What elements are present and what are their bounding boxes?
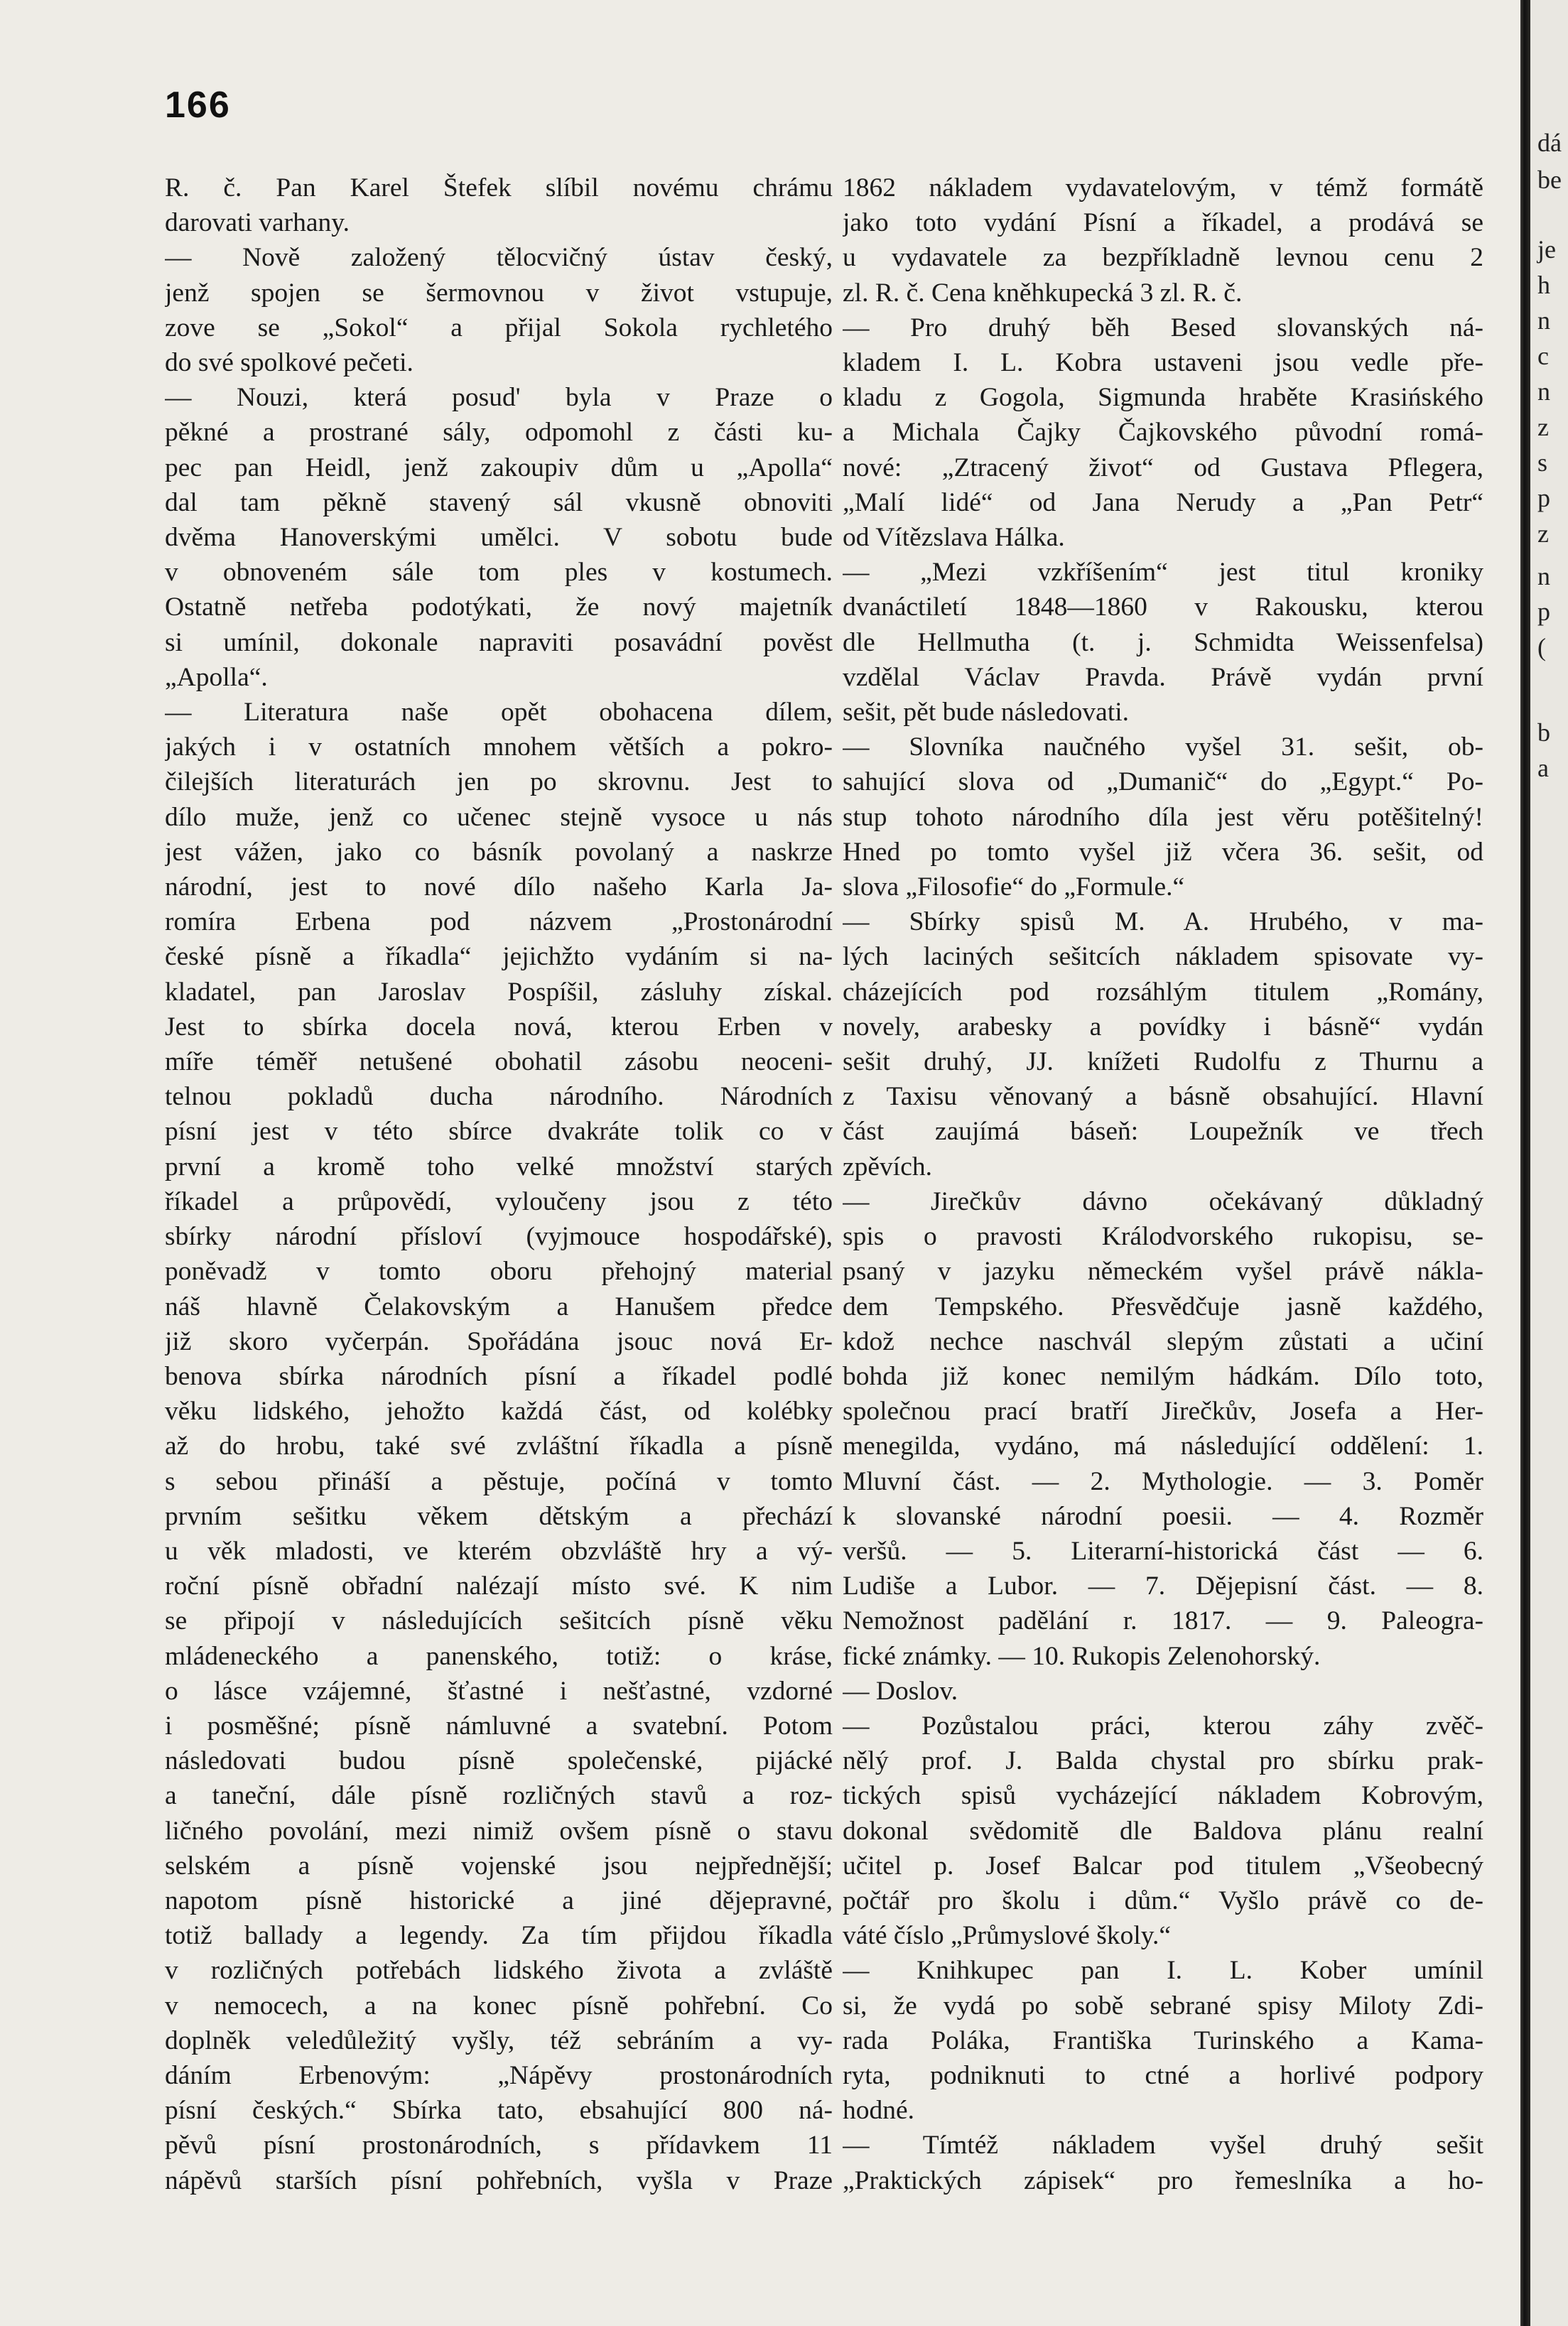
text-line: si, že vydá po sobě sebrané spisy Miloty Zdi- (843, 1991, 1483, 2021)
text-line: míře téměř netušené obohatil zásobu neoceni- (165, 1047, 833, 1077)
text-line: kladu z Gogola, Sigmunda hraběte Krasińského (843, 383, 1483, 413)
text-line: do své spolkové pečeti. (165, 348, 413, 378)
text-line: zl. R. č. Cena kněhkupecká 3 zl. R. č. (843, 278, 1243, 308)
text-line: doplněk veledůležitý vyšly, též sebráním a vy- (165, 2025, 833, 2055)
right-column (843, 171, 1483, 2198)
text-line: váté číslo „Průmyslové školy.“ (843, 1921, 1172, 1951)
text-line: telnou pokladů ducha národního. Národních (165, 1082, 833, 1112)
text-line: napotom písně historické a jiné dějepravné, (165, 1886, 833, 1915)
text-line: si umínil, dokonale napraviti posavádní pověst (165, 627, 833, 657)
text-line: jakých i v ostatních mnohem větších a pokro- (165, 732, 833, 762)
text-line: — Knihkupec pan I. L. Kober umínil (843, 1956, 1483, 1986)
text-line: stup tohoto národního díla jest věru potěšitelný! (843, 802, 1483, 832)
text-line: — Pro druhý běh Besed slovanských ná- (843, 313, 1483, 342)
text-line: — Literatura naše opět obohacena dílem, (165, 698, 833, 727)
text-line: dem Tempského. Přesvědčuje jasně každého, (843, 1292, 1483, 1321)
text-line: — Tímtéž nákladem vyšel druhý sešit (843, 2131, 1483, 2160)
text-line: „Praktických zápisek“ pro řemeslníka a ho- (843, 2165, 1483, 2195)
text-line: u vydavatele za bezpříkladně levnou cenu 2 (843, 243, 1483, 273)
text-line: národní, jest to nové dílo našeho Karla Ja- (165, 872, 833, 902)
text-line: poněvadž v tomto oboru přehojný material (165, 1257, 833, 1287)
text-line: v obnoveném sále tom ples v kostumech. (165, 558, 833, 588)
text-line: pec pan Heidl, jenž zakoupiv dům u „Apolla“ (165, 453, 833, 482)
text-line: písní jest v této sbírce dvakráte tolik co v (165, 1117, 833, 1147)
margin-fragment: z (1537, 519, 1549, 548)
text-line: rada Poláka, Františka Turinského a Kama- (843, 2025, 1483, 2055)
text-line: jest vážen, jako co básník povolaný a naskrze (165, 837, 833, 867)
text-line: v nemocech, a na konec písně pohřební. Co (165, 1991, 833, 2021)
text-line: — Nově založený tělocvičný ústav český, (165, 243, 833, 273)
text-line: pěvů písní prostonárodních, s přídavkem 11 (165, 2131, 833, 2160)
text-line: u věk mladosti, ve kterém obzvláště hry a vý- (165, 1536, 833, 1566)
text-line: čilejších literaturách jen po skrovnu. Jest to (165, 767, 833, 797)
text-line: Hned po tomto vyšel již včera 36. sešit, od (843, 837, 1483, 867)
text-line: R. č. Pan Karel Štefek slíbil novému chrámu (165, 173, 833, 202)
text-line: učitel p. Josef Balcar pod titulem „Všeobecný (843, 1851, 1483, 1881)
text-line: — „Mezi vzkříšením“ jest titul kroniky (843, 558, 1483, 588)
text-line: — Slovníka naučného vyšel 31. sešit, ob- (843, 732, 1483, 762)
text-line: bohda již konec nemilým hádkám. Dílo toto, (843, 1361, 1483, 1391)
margin-fragment: be (1537, 166, 1562, 194)
text-line: první a kromě toho velké množství starých (165, 1152, 833, 1181)
adjacent-page-edge (1530, 0, 1568, 2326)
text-line: vzdělal Václav Pravda. Právě vydán první (843, 662, 1483, 692)
text-line: od Vítězslava Hálka. (843, 523, 1065, 553)
text-line: jenž spojen se šermovnou v život vstupuje, (165, 278, 833, 308)
margin-fragment: p (1537, 597, 1550, 626)
text-line: slova „Filosofie“ do „Formule.“ (843, 872, 1185, 902)
text-line: nové: „Ztracený život“ od Gustava Pflegera, (843, 453, 1483, 482)
text-line: náš hlavně Čelakovským a Hanušem předce (165, 1292, 833, 1321)
text-line: dal tam pěkně stavený sál vkusně obnoviti (165, 487, 833, 517)
text-line: veršů. — 5. Literarní-historická část — 6. (843, 1536, 1483, 1566)
text-line: i posměšné; písně námluvné a svatební. Potom (165, 1711, 833, 1741)
text-line: počtář pro školu i dům.“ Vyšlo právě co de- (843, 1886, 1483, 1915)
text-line: cházejících pod rozsáhlým titulem „Romány, (843, 977, 1483, 1007)
text-line: dle Hellmutha (t. j. Schmidta Weissenfelsa) (843, 627, 1483, 657)
text-line: následovati budou písně společenské, pijácké (165, 1746, 833, 1776)
margin-fragment: n (1537, 377, 1550, 406)
text-line: sešit, pět bude následovati. (843, 698, 1130, 727)
text-line: — Nouzi, která posud' byla v Praze o (165, 383, 833, 413)
text-line: prvním sešitku věkem dětským a přechází (165, 1501, 833, 1531)
text-line: — Doslov. (843, 1676, 958, 1706)
margin-fragment: s (1537, 448, 1548, 477)
text-line: benova sbírka národních písní a říkadel podlé (165, 1361, 833, 1391)
text-line: totiž ballady a legendy. Za tím přijdou říkadla (165, 1921, 833, 1951)
margin-fragment: a (1537, 754, 1549, 782)
text-line: jako toto vydání Písní a říkadel, a prodává se (843, 208, 1483, 238)
text-line: — Pozůstalou práci, kterou záhy zvěč- (843, 1711, 1483, 1741)
margin-fragment: p (1537, 484, 1550, 512)
margin-fragment: c (1537, 342, 1549, 370)
text-line: ličného povolání, mezi nimiž ovšem písně o stavu (165, 1816, 833, 1846)
text-line: kladatel, pan Jaroslav Pospíšil, zásluhy získal. (165, 977, 833, 1007)
text-line: romíra Erbena pod názvem „Prostonárodní (165, 907, 833, 937)
text-line: kdož nechce naschvál slepým zůstati a učiní (843, 1326, 1483, 1356)
text-line: sbírky národní přísloví (vyjmouce hospodářské), (165, 1222, 833, 1252)
margin-fragment: h (1537, 271, 1550, 299)
text-line: se připojí v následujících sešitcích písně věku (165, 1606, 833, 1636)
text-line: novely, arabesky a povídky i básně“ vydán (843, 1012, 1483, 1042)
text-line: nápěvů starších písní pohřebních, vyšla v Praze (165, 2165, 833, 2195)
book-spine (1520, 0, 1530, 2326)
text-line: s sebou přináší a pěstuje, počíná v tomto (165, 1466, 833, 1496)
text-line: Jest to sbírka docela nová, kterou Erben v (165, 1012, 833, 1042)
left-column (165, 171, 833, 2198)
text-line: fické známky. — 10. Rukopis Zelenohorský. (843, 1641, 1321, 1671)
text-line: ryta, podniknuti to ctné a horlivé podpory (843, 2060, 1483, 2090)
text-line: pěkné a prostrané sály, odpomohl z části ku- (165, 418, 833, 448)
text-line: a Michala Čajky Čajkovského původní romá- (843, 418, 1483, 448)
text-line: mládeneckého a panenského, totiž: o kráse, (165, 1641, 833, 1671)
margin-fragment: n (1537, 562, 1550, 590)
text-line: a taneční, dále písně rozličných stavů a roz- (165, 1781, 833, 1811)
text-line: — Sbírky spisů M. A. Hrubého, v ma- (843, 907, 1483, 937)
text-line: v rozličných potřebách lidského života a zvláště (165, 1956, 833, 1986)
text-line: zove se „Sokol“ a přijal Sokola rychletého (165, 313, 833, 342)
text-line: Mluvní část. — 2. Mythologie. — 3. Poměr (843, 1466, 1483, 1496)
text-line: hodné. (843, 2096, 915, 2126)
text-line: dvanáctiletí 1848—1860 v Rakousku, kterou (843, 593, 1483, 622)
text-line: roční písně obřadní nalézají místo své. K nim (165, 1572, 833, 1601)
margin-fragment: dá (1537, 129, 1562, 157)
text-line: část zaujímá báseň: Loupežník ve třech (843, 1117, 1483, 1147)
margin-fragment: z (1537, 413, 1549, 441)
margin-fragment: b (1537, 718, 1550, 747)
text-line: české písně a říkadla“ jejichžto vydáním si na- (165, 942, 833, 972)
text-line: dokonal svědomitě dle Baldova plánu realní (843, 1816, 1483, 1846)
text-line: lých laciných sešitcích nákladem spisovate vy- (843, 942, 1483, 972)
text-line: sešit druhý, JJ. knížeti Rudolfu z Thurnu a (843, 1047, 1483, 1077)
margin-fragment: je (1537, 235, 1556, 264)
margin-fragment: n (1537, 306, 1550, 335)
text-line: k slovanské národní poesii. — 4. Rozměr (843, 1501, 1483, 1531)
text-line: spis o pravosti Králodvorského rukopisu, se- (843, 1222, 1483, 1252)
text-line: menegilda, vydáno, má následující oddělení: 1. (843, 1432, 1483, 1461)
text-line: Nemožnost padělání r. 1817. — 9. Paleogra- (843, 1606, 1483, 1636)
text-line: dáním Erbenovým: „Nápěvy prostonárodních (165, 2060, 833, 2090)
text-line: dvěma Hanoverskými umělci. V sobotu bude (165, 523, 833, 553)
margin-fragment: ( (1537, 633, 1546, 661)
text-line: kladem I. L. Kobra ustaveni jsou vedle pře- (843, 348, 1483, 378)
text-line: nělý prof. J. Balda chystal pro sbírku prak- (843, 1746, 1483, 1776)
text-line: říkadel a průpovědí, vyloučeny jsou z této (165, 1186, 833, 1216)
text-line: 1862 nákladem vydavatelovým, v témž formátě (843, 173, 1483, 202)
text-line: Ostatně netřeba podotýkati, že nový majetník (165, 593, 833, 622)
page-number: 166 (165, 85, 231, 126)
text-line: — Jirečkův dávno očekávaný důkladný (843, 1186, 1483, 1216)
text-line: tických spisů vycházející nákladem Kobrovým, (843, 1781, 1483, 1811)
text-line: darovati varhany. (165, 208, 350, 238)
text-line: „Apolla“. (165, 662, 268, 692)
text-line: věku lidského, jehožto každá část, od kolébky (165, 1397, 833, 1427)
text-line: selském a písně vojenské jsou nejpřednější; (165, 1851, 833, 1881)
text-line: z Taxisu věnovaný a básně obsahující. Hlavní (843, 1082, 1483, 1112)
text-line: psaný v jazyku německém vyšel právě nákla- (843, 1257, 1483, 1287)
text-line: zpěvích. (843, 1152, 932, 1181)
text-line: Ludiše a Lubor. — 7. Dějepisní část. — 8. (843, 1572, 1483, 1601)
text-line: až do hrobu, také své zvláštní říkadla a písně (165, 1432, 833, 1461)
text-line: o lásce vzájemné, šťastné i nešťastné, vzdorné (165, 1676, 833, 1706)
text-line: písní českých.“ Sbírka tato, ebsahující 800 ná- (165, 2096, 833, 2126)
text-line: již skoro vyčerpán. Spořádána jsouc nová Er- (165, 1326, 833, 1356)
text-line: společnou prací bratří Jirečkův, Josefa a Her- (843, 1397, 1483, 1427)
text-line: sahující slova od „Dumanič“ do „Egypt.“ Po- (843, 767, 1483, 797)
text-line: dílo muže, jenž co učenec stejně vysoce u nás (165, 802, 833, 832)
text-line: „Malí lidé“ od Jana Nerudy a „Pan Petr“ (843, 487, 1483, 517)
